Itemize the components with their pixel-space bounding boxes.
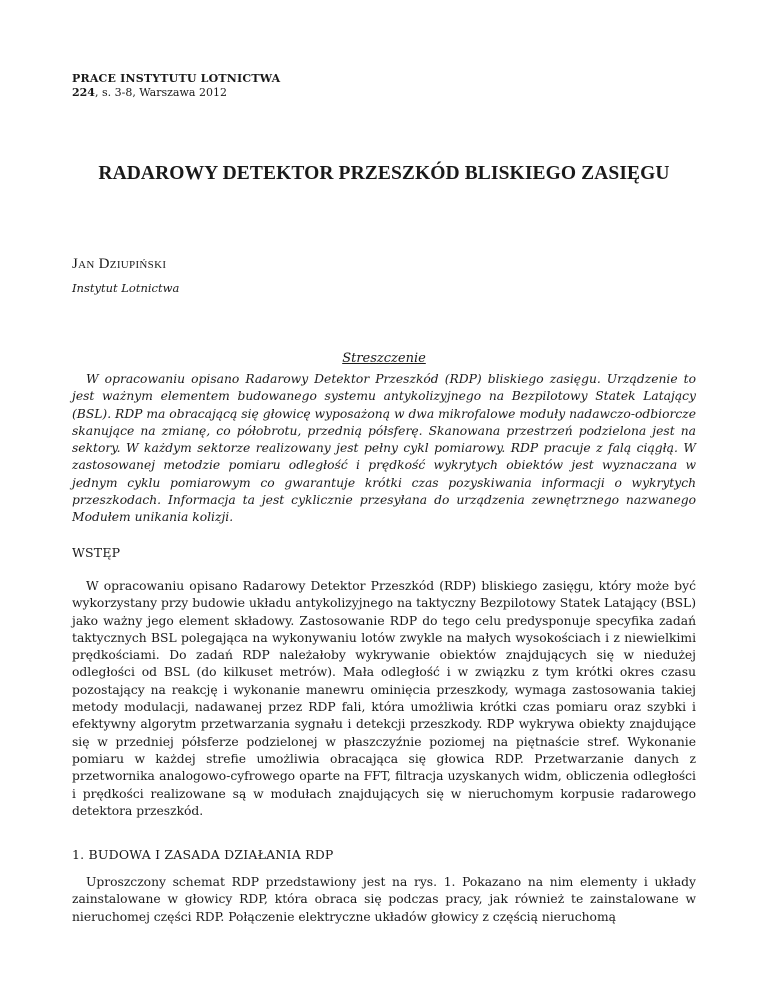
author-affiliation: Instytut Lotnictwa	[72, 281, 180, 295]
section-body-construction	[72, 874, 696, 926]
citation-line	[72, 86, 280, 100]
pages-place-year: , s. 3-8, Warszawa 2012	[94, 86, 227, 99]
section-heading-introduction: WSTĘP	[72, 545, 121, 560]
author-name: Jan Dziupiński	[72, 256, 167, 272]
article-title: RADAROWY DETEKTOR PRZESZKÓD BLISKIEGO ZASIĘGU	[98, 163, 670, 184]
paragraph: Uproszczony schemat RDP przedstawiony jest na rys. 1. Pokazano na nim elementy i układy zainstalowane w głowicy RDP, która obraca się podczas pracy, jak również te zainstalowane w nieruchomej części RDP. Połączenie elektryczne układów głowicy z częścią nieruchomą	[72, 875, 696, 924]
section-heading-construction: 1. BUDOWA I ZASADA DZIAŁANIA RDP	[72, 847, 334, 862]
abstract-text: W opracowaniu opisano Radarowy Detektor Przeszkód (RDP) bliskiego zasięgu. Urządzenie to jest ważnym elementem budowanego systemu antykolizyjnego na Bezpilotowy Statek Latający (BSL). RDP ma obracającą się głowicę wyposażoną w dwa mikrofalowe moduły nadawczo-odbiorcze skanujące na zmianę, co półobrotu, przednią półsferę. Skanowana przestrzeń podzielona jest na sektory. W każdym sektorze realizowany jest pełny cykl pomiarowy. RDP pracuje z falą ciągłą. W zastosowanej metodzie pomiaru odległość i prędkość wykrytych obiektów jest wyznaczana w jednym cyklu pomiarowym co gwarantuje krótki czas pozyskiwania informacji o wykrytych przeszkodach. Informacja ta jest cyklicznie przesyłana do urządzenia zewnętrznego nazwanego Modułem unikania kolizji.	[72, 372, 696, 525]
paragraph: W opracowaniu opisano Radarowy Detektor Przeszkód (RDP) bliskiego zasięgu, który może być wykorzystany przy budowie układu antykolizyjnego na taktyczny Bezpilotowy Statek Latający (BSL) jako ważny jego element składowy. Zastosowanie RDP do tego celu predysponuje specyfika zadań taktycznych BSL polegająca na wykonywaniu lotów zwykle na małych wysokościach i z niewielkimi prędkościami. Do zadań RDP należałoby wykrywanie obiektów znajdujących się w niedużej odległości od BSL (do kilkuset metrów). Mała odległość i w związku z tym krótki okres czasu pozostający na reakcję i wykonanie manewru ominięcia przeszkody, wymaga zastosowania takiej metody modulacji, nadawanej przez RDP fali, która umożliwia krótki czas pomiaru oraz szybki i efektywny algorytm przetwarzania sygnału i detekcji przeszkody. RDP wykrywa obiekty znajdujące się w przedniej półsferze podzielonej w płaszczyźnie poziomej na piętnaście stref. Wykonanie pomiaru w każdej strefie umożliwia obracająca się głowica RDP. Przetwarzanie danych z przetwornika analogowo-cyfrowego oparte na FFT, filtracja uzyskanych widm, obliczenia odległości i prędkości realizowane są w modułach znajdujących się w nieruchomym korpusie radarowego detektora przeszkód.	[72, 579, 696, 818]
volume-number: 224	[72, 86, 95, 99]
section-body-introduction	[72, 578, 696, 820]
journal-header	[72, 72, 280, 100]
abstract-heading: Streszczenie	[342, 351, 426, 366]
journal-name: PRACE INSTYTUTU LOTNICTWA	[72, 72, 281, 85]
abstract-body	[72, 371, 696, 527]
